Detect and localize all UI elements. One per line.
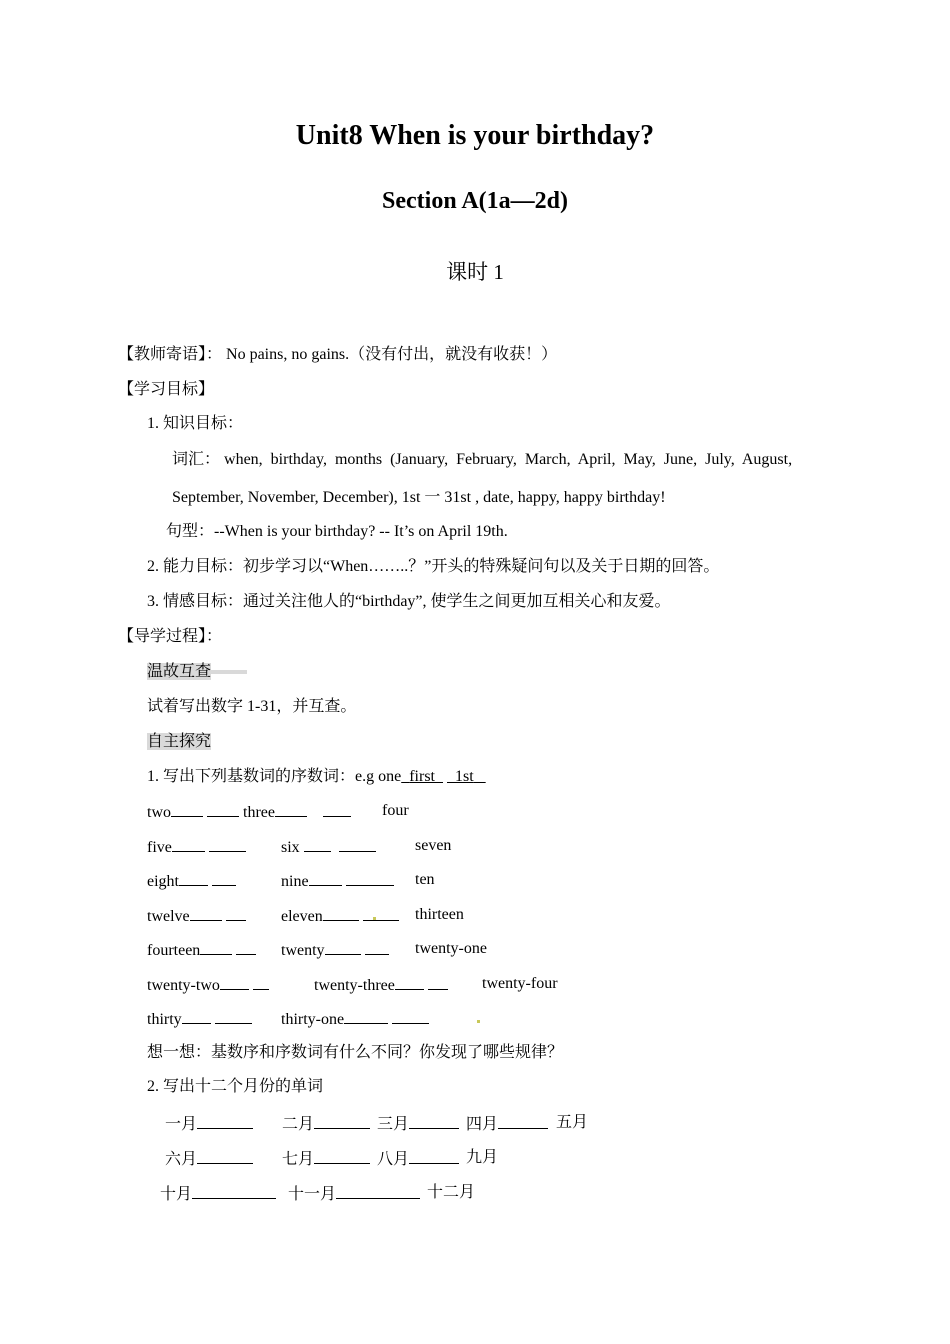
number-word: two [147,804,171,821]
number-word: five [147,839,172,856]
month-label: 六月 [165,1151,198,1168]
number-word: six [281,839,300,856]
number-row-7 [147,1007,252,1031]
number-entry [281,835,376,859]
number-word: eleven [281,908,323,925]
q1-example-num: 1st [455,768,474,785]
section-title: Section A(1a—2d) [382,188,568,214]
number-entry [281,869,394,893]
motto-label: 【教师寄语】： [118,346,223,363]
month-item [282,1112,370,1136]
month-item [282,1147,370,1171]
month-label: 十二月 [427,1184,476,1201]
review-heading [147,661,247,683]
motto-line [118,344,557,366]
sentence-label: 句型： [166,523,215,540]
month-label: 七月 [282,1151,315,1168]
number-row-6 [147,973,269,997]
number-row-3 [147,869,236,893]
number-word: twenty-four [482,975,558,992]
number-word: thirty-one [281,1011,345,1028]
knowledge-goal-label: 1. 知识目标： [147,415,244,432]
number-row-4 [147,904,246,928]
question-2: 2. 写出十二个月份的单词 [147,1078,324,1095]
process-label: 【导学过程】： [118,628,223,645]
number-entry [281,904,399,928]
number-word: four [382,802,409,819]
vocab-list-1: when, birthday, months (January, February, March, April, May, June, July, August, [224,451,793,468]
q1-prefix: 1. 写出下列基数词的序数词：e.g one [147,768,402,785]
number-word: ten [415,871,435,888]
number-entry [281,1007,429,1031]
page-title: Unit8 When is your birthday? [295,120,655,151]
lesson-title: 课时 1 [446,260,504,284]
number-word: nine [281,873,309,890]
vocab-label: 词汇： [172,451,221,468]
number-entry [281,938,389,962]
month-item [377,1147,459,1171]
number-word: twenty [281,942,325,959]
number-word: twenty-three [314,977,395,994]
month-label: 三月 [377,1116,410,1133]
number-word: twenty-one [415,940,487,957]
month-label: 九月 [466,1149,499,1166]
question-1 [147,766,486,788]
speck [477,1020,480,1023]
month-item [288,1182,420,1206]
ability-goal: 2. 能力目标：初步学习以“When……..？”开头的特殊疑问句以及关于日期的回答。 [147,558,720,575]
number-word: twelve [147,908,190,925]
sentence-pattern [166,521,508,543]
month-item [160,1182,276,1206]
number-word: seven [415,837,452,854]
speck [373,917,376,920]
review-task: 试着写出数字 1-31，并互查。 [147,698,357,715]
month-item [377,1112,459,1136]
month-label: 十一月 [288,1186,337,1203]
number-word: three [243,804,275,821]
goals-label: 【学习目标】 [118,381,215,398]
month-label: 四月 [466,1116,499,1133]
think-question: 想一想：基数序和序数词有什么不同？你发现了哪些规律？ [147,1044,564,1061]
month-item [556,1112,588,1134]
month-label: 一月 [165,1116,198,1133]
number-row-1 [147,800,351,824]
number-entry [314,973,448,997]
number-word: twenty-two [147,977,220,994]
month-label: 八月 [377,1151,410,1168]
month-item [466,1147,498,1169]
month-item [466,1112,548,1136]
motto-text: No pains, no gains.（没有付出，就没有收获！） [226,346,558,363]
month-item [427,1182,475,1204]
number-word: fourteen [147,942,201,959]
review-heading-text: 温故互查 [147,663,212,680]
number-word: eight [147,873,179,890]
month-label: 二月 [282,1116,315,1133]
number-row-5 [147,938,256,962]
emotion-goal: 3. 情感目标：通过关注他人的“birthday”, 使学生之间更加互相关心和友爱。 [147,593,671,610]
month-item [165,1147,253,1171]
explore-heading-text: 自主探究 [147,733,212,750]
q1-example-word: first [409,768,435,785]
number-row-2 [147,835,246,859]
month-label: 十月 [160,1186,193,1203]
month-item [165,1112,253,1136]
sentence-text: --When is your birthday? -- It’s on April 19th. [214,523,508,540]
explore-heading [147,731,211,753]
month-label: 五月 [556,1114,589,1131]
number-word: thirty [147,1011,182,1028]
vocab-line-2: September, November, December), 1st 一 31st , date, happy, happy birthday! [172,489,666,506]
number-word: thirteen [415,906,464,923]
vocab-line-1 [172,449,792,471]
